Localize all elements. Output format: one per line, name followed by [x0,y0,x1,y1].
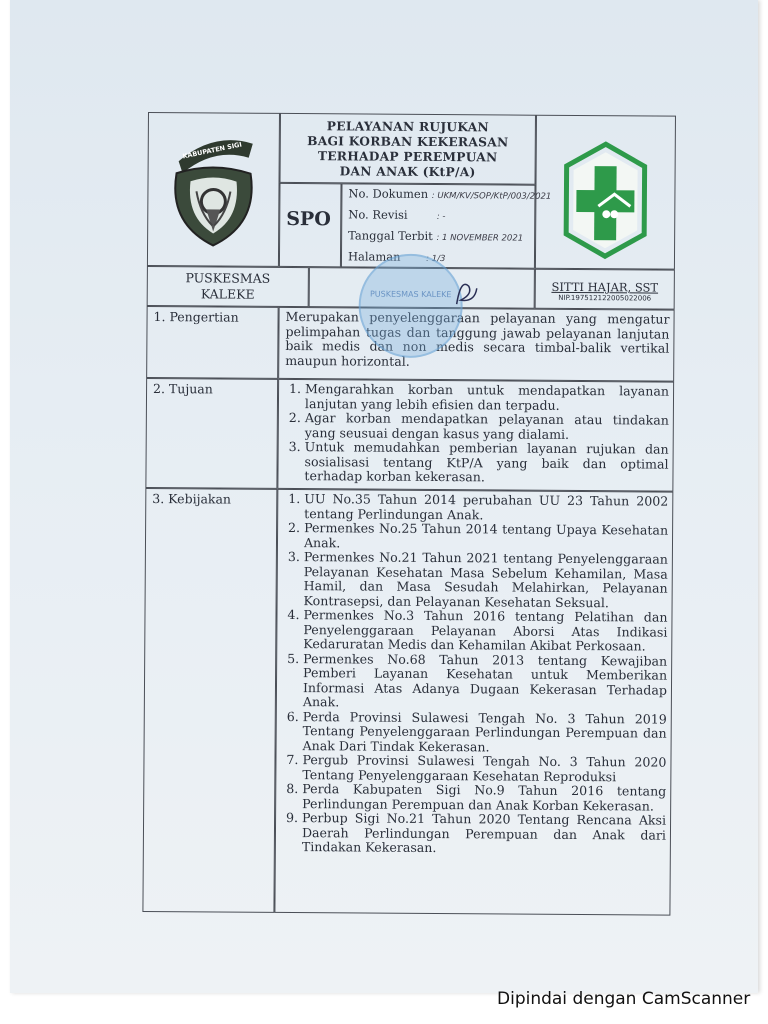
document-title [280,113,536,185]
issue-date-value: : 1 NOVEMBER 2021 [436,233,524,244]
section-kebijakan [274,489,673,916]
list-item: 8. Perda Kabupaten Sigi No.9 Tahun 2016 tentang Perlindungan Perempuan dan Anak Korban Kekerasan. [302,782,666,814]
doc-number-value: : UKM/KV/SOP/KtP/003/2021 [431,190,552,202]
list-item: 1. Mengarahkan korban untuk mendapatkan layanan lanjutan yang lebih efisien dan terpadu. [305,382,669,414]
section-label: 2. Tujuan [145,378,278,489]
kabupaten-logo-cell [147,112,280,267]
puskesmas-line: KALEKE [200,286,255,302]
list-item: 3. Permenkes No.21 Tahun 2021 tentang Penyelenggaraan Pelayanan Kesehatan Masa Sebelum Kehamilan, Masa Hamil, dan Masa Sesudah Melahirkan, Pelayanan Kontrasepsi, dan Pelayanan Kesehatan Seksual. [304,550,668,611]
doc-number-label: No. Dokumen [348,186,429,201]
signer-nip: NIP.197512122005022006 [558,293,652,303]
issue-date-label: Tanggal Terbit [348,228,433,243]
title-line: PELAYANAN RUJUKAN [326,119,490,135]
list-item: 2. Agar korban mendapatkan pelayanan atau tindakan yang seusuai dengan kasus yang dialami. [305,411,669,443]
puskesmas-logo-cell [535,115,676,270]
list-item: 5. Permenkes No.68 Tahun 2013 tentang Kewajiban Pemberi Layanan Kesehatan untuk Memberikan Informasi Atas Adanya Dugaan Kekerasan Terhadap Anak. [303,652,667,713]
puskesmas-line: PUSKESMAS [185,270,271,286]
revision-value: : - [436,212,446,223]
list-item: 6. Perda Provinsi Sulawesi Tengah No. 3 Tahun 2019 Tentang Penyelenggaraan Perlindungan Perempuan dan Anak Dari Tindak Kekerasan. [303,710,667,756]
sop-document [142,112,676,916]
spo-label: SPO [286,207,331,231]
signer-name: SITTI HAJAR, SST [551,279,659,295]
list-item: 1. UU No.35 Tahun 2014 perubahan UU 23 Tahun 2002 tentang Perlindungan Anak. [304,492,668,524]
list-item: 7. Pergub Provinsi Sulawesi Tengah No. 3 Tahun 2020 Tentang Penyelenggaraan Kesehatan Reproduksi [302,753,666,785]
list-item: 2. Permenkes No.25 Tahun 2014 tentang Upaya Kesehatan Anak. [304,521,668,553]
title-line: TERHADAP PEREMPUAN [317,149,498,165]
stamp-text: PUSKESMAS KALEKE [369,289,452,300]
section-label: 1. Pengertian [146,306,278,379]
title-line: BAGI KORBAN KEKERASAN [307,134,509,150]
signer-cell [535,269,675,310]
logo-text: KABUPATEN SIGI [181,140,243,161]
puskesmas-name [147,266,309,307]
page-label: Halaman [347,249,401,264]
page-value: : 1/3 [426,253,446,265]
section-label: 3. Kebijakan [142,488,277,913]
list-item: 4. Permenkes No.3 Tahun 2016 tentang Pelatihan dan Penyelenggaraan Pelayanan Aborsi Atas Indikasi Kedaruratan Medis dan Kehamilan Akibat Perkosaan. [303,608,667,654]
section-pengertian-text: Merupakan penyelenggaraan pelayanan yang mengatur pelimpahan tugas dan tanggung jawab pelayanan lanjutan baik medis dan non medis secara timbal-balik vertikal maupun horizontal. [278,307,674,382]
camscanner-watermark: Dipindai dengan CamScanner [497,989,751,1009]
revision-label: No. Revisi [348,207,408,222]
signature-icon [447,274,487,314]
list-item: 9. Perbup Sigi No.21 Tahun 2020 Tentang Rencana Aksi Daerah Perlindungan Perempuan dan Anak dari Tindakan Kekerasan. [302,811,666,857]
spo-cell [279,183,342,267]
title-line: DAN ANAK (KtP/A) [339,164,476,180]
document-meta [341,183,552,268]
list-item: 3. Untuk memudahkan pemberian layanan rujukan dan sosialisasi tentang KtP/A yang baik dan optimal terhadap korban kekerasan. [304,440,668,486]
section-tujuan [277,379,674,492]
puskesmas-cross-icon [536,116,675,267]
